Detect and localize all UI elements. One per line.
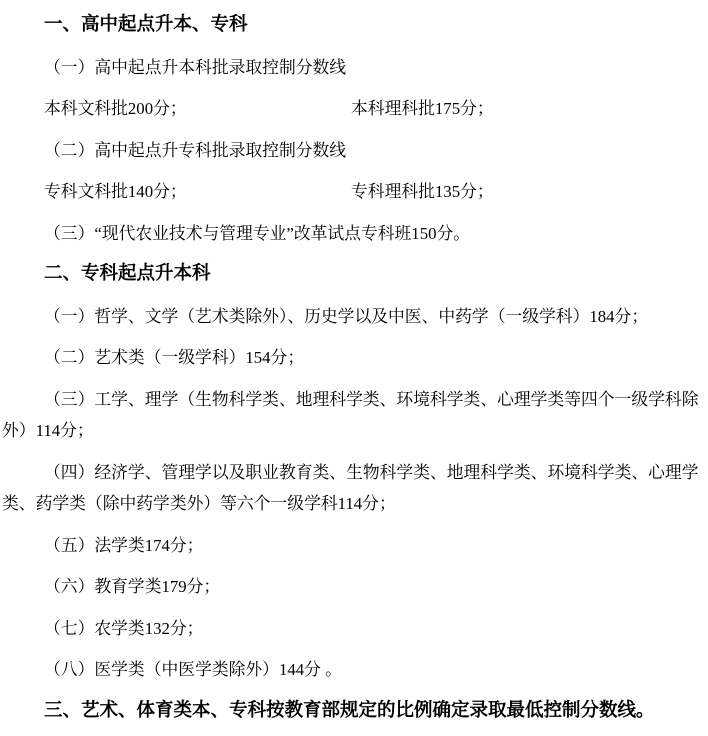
text-line: （六）教育学类179分；: [44, 577, 221, 596]
section-heading: 一、高中起点升本、专科: [44, 15, 248, 35]
paragraph: [2, 654, 708, 686]
text-line: （八）医学类（中医学类除外）144分 。: [44, 660, 342, 679]
paragraph: [2, 135, 708, 167]
text-line: （四）经济学、管理学以及职业教育类、生物科学类、地理科学类、环境科学类、心理学: [44, 462, 699, 482]
paragraph: [2, 613, 708, 645]
text-line: （五）法学类174分；: [44, 535, 204, 555]
text-line: （二）艺术类（一级学科）154分；: [44, 348, 305, 367]
text-line: （七）农学类132分；: [44, 618, 204, 638]
text-line: 类、药学类（除中药学类外）等六个一级学科114分；: [2, 494, 396, 513]
score-line: [2, 176, 708, 208]
text-line: （三）工学、理学（生物科学类、地理科学类、环境科学类、心理学类等四个一级学科除: [44, 389, 699, 409]
score-left: 本科文科批200分；: [44, 99, 187, 118]
score-line: [2, 93, 708, 125]
text-line: 外）114分；: [2, 421, 94, 440]
section-heading: 三、艺术、体育类本、专科按教育部规定的比例确定录取最低控制分数线。: [44, 700, 655, 721]
score-left: 专科文科批140分；: [44, 182, 187, 201]
paragraph: [2, 301, 708, 333]
paragraph: [2, 571, 708, 603]
score-right: 专科理科批135分；: [351, 182, 494, 201]
paragraph: [2, 342, 708, 374]
score-right: 本科理科批175分；: [351, 99, 494, 118]
text-line: （一）哲学、文学（艺术类除外）、历史学以及中医、中药学（一级学科）184分；: [44, 306, 649, 326]
paragraph: [2, 530, 708, 562]
section-heading: 二、专科起点升本科: [44, 264, 211, 284]
text-line: （二）高中起点升专科批录取控制分数线: [44, 140, 347, 160]
paragraph: [2, 218, 708, 250]
text-line: （一）高中起点升本科批录取控制分数线: [44, 57, 347, 77]
text-line: （三）“现代农业技术与管理专业”改革试点专科班150分。: [44, 223, 471, 243]
paragraph: [2, 52, 708, 84]
paragraph: [2, 457, 708, 520]
paragraph: [2, 384, 708, 447]
